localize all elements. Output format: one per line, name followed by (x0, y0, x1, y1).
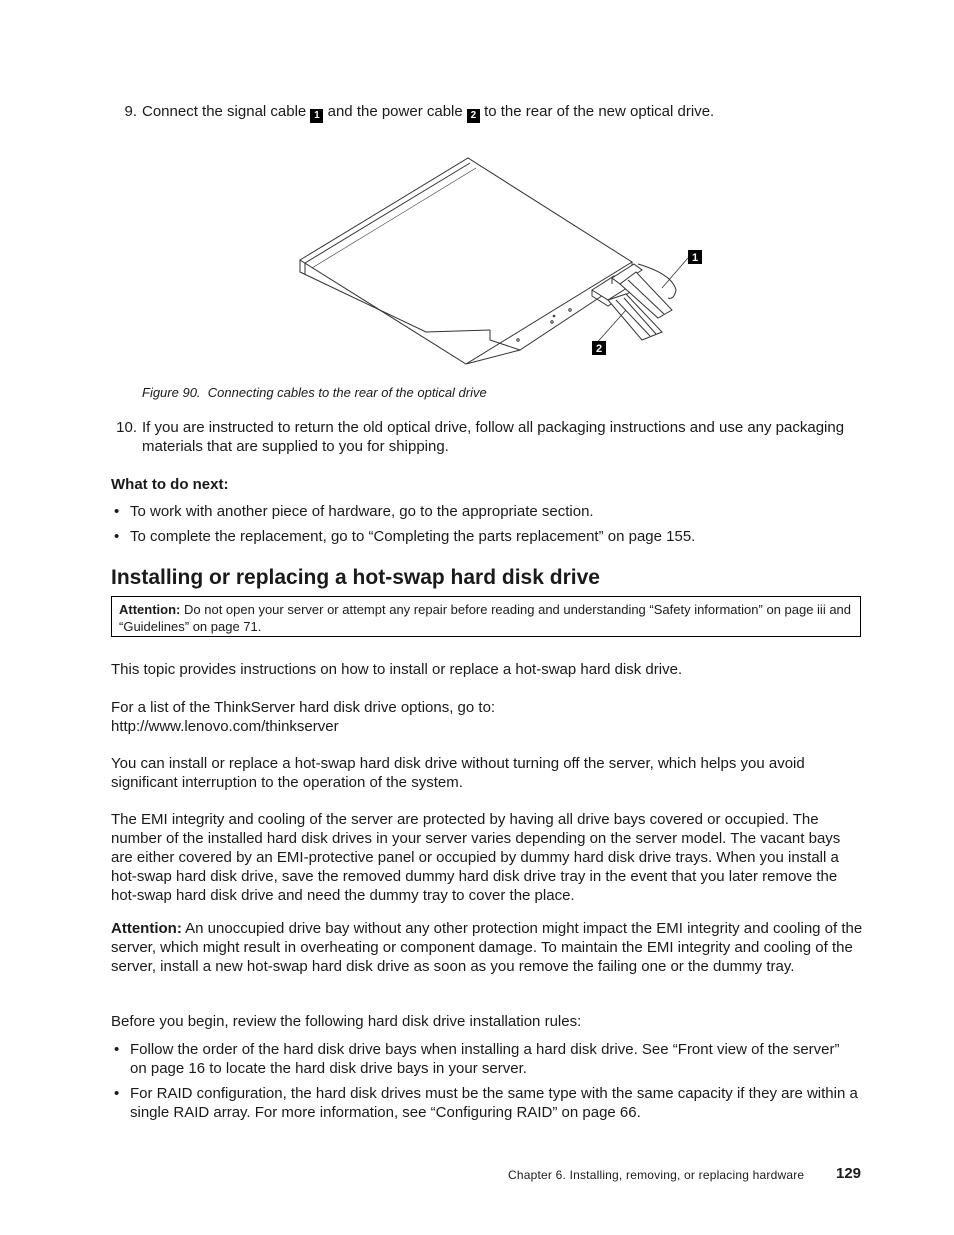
bullet-dot: • (114, 1041, 120, 1058)
step-number: 10. (116, 419, 137, 436)
emi-paragraph: The EMI integrity and cooling of the server are protected by having all drive bays covered or occupied. The number of the installed hard disk drives in your server varies depending on the server model. The vacant bays are either covered by an EMI-protective panel or occupied by dummy hard disk drive trays. When you install a hot-swap hard disk drive, save the removed dummy hard disk drive tray in the event that you later remove the hot-swap hard disk drive and need the dummy tray to cover the place. (111, 811, 841, 904)
thinkserver-link[interactable]: http://www.lenovo.com/thinkserver (111, 718, 339, 735)
figure-caption-label: Figure 90. (142, 385, 201, 400)
svg-text:2: 2 (595, 343, 603, 355)
figure-callout-2 (592, 341, 606, 355)
bullet-dot: • (114, 1085, 120, 1102)
figure-caption-text: Connecting cables to the rear of the optical drive (207, 385, 487, 400)
list-item-text: To complete the replacement, go to “Completing the parts replacement” on page 155. (130, 528, 696, 545)
attention-label: Attention: (119, 602, 181, 617)
step-text: If you are instructed to return the old optical drive, follow all packaging instructions and use any packaging materials that are supplied to you for shipping. (142, 419, 845, 455)
svg-text:1: 1 (691, 252, 699, 264)
list-item-text: To work with another piece of hardware, go to the appropriate section. (130, 503, 594, 520)
section-title: Installing or replacing a hot-swap hard disk drive (111, 566, 600, 589)
bullet-dot: • (114, 503, 120, 520)
figure-caption (142, 383, 487, 402)
step-text-part: and the power cable (327, 103, 463, 120)
attention-label: Attention: (111, 920, 182, 937)
list-item-text: Follow the order of the hard disk drive bays when installing a hard disk drive. See “Front view of the server” on page 16 to locate the hard disk drive bays in your server. (130, 1041, 840, 1077)
attention-box (111, 596, 861, 637)
optical-drive-illustration (290, 150, 710, 365)
step-text-part: Connect the signal cable (142, 103, 307, 120)
intro-paragraph: This topic provides instructions on how to install or replace a hot-swap hard disk drive. (111, 661, 683, 678)
attention-paragraph (111, 919, 863, 976)
step-number: 9. (124, 103, 137, 120)
callout-badge-2: 2 (467, 109, 480, 123)
attention-text: Do not open your server or attempt any repair before reading and understanding “Safety information” on page iii and “Guidelines” on page 71. (119, 602, 852, 634)
list-item-text: For RAID configuration, the hard disk drives must be the same type with the same capacity if they are within a single RAID array. For more information, see “Configuring RAID” on page 66. (130, 1085, 858, 1121)
hotswap-paragraph: You can install or replace a hot-swap hard disk drive without turning off the server, which helps you avoid significant interruption to the operation of the system. (111, 755, 805, 791)
rules-intro: Before you begin, review the following hard disk drive installation rules: (111, 1013, 582, 1030)
step-10 (111, 418, 871, 458)
options-line: For a list of the ThinkServer hard disk drive options, go to: (111, 699, 496, 716)
page-number: 129 (836, 1165, 862, 1182)
what-next-heading: What to do next: (111, 476, 229, 493)
callout-badge-1: 1 (310, 109, 323, 123)
figure-callout-1 (688, 250, 702, 264)
step-text (142, 102, 864, 123)
bullet-dot: • (114, 528, 120, 545)
footer-chapter: Chapter 6. Installing, removing, or replacing hardware (508, 1168, 805, 1182)
step-text-part: to the rear of the new optical drive. (484, 103, 715, 120)
attention-text: An unoccupied drive bay without any other protection might impact the EMI integrity and cooling of the server, which might result in overheating or component damage. To maintain the EMI integrity and cooling of the server, install a new hot-swap hard disk drive as soon as you remove the failing one or the dummy tray. (111, 920, 863, 975)
